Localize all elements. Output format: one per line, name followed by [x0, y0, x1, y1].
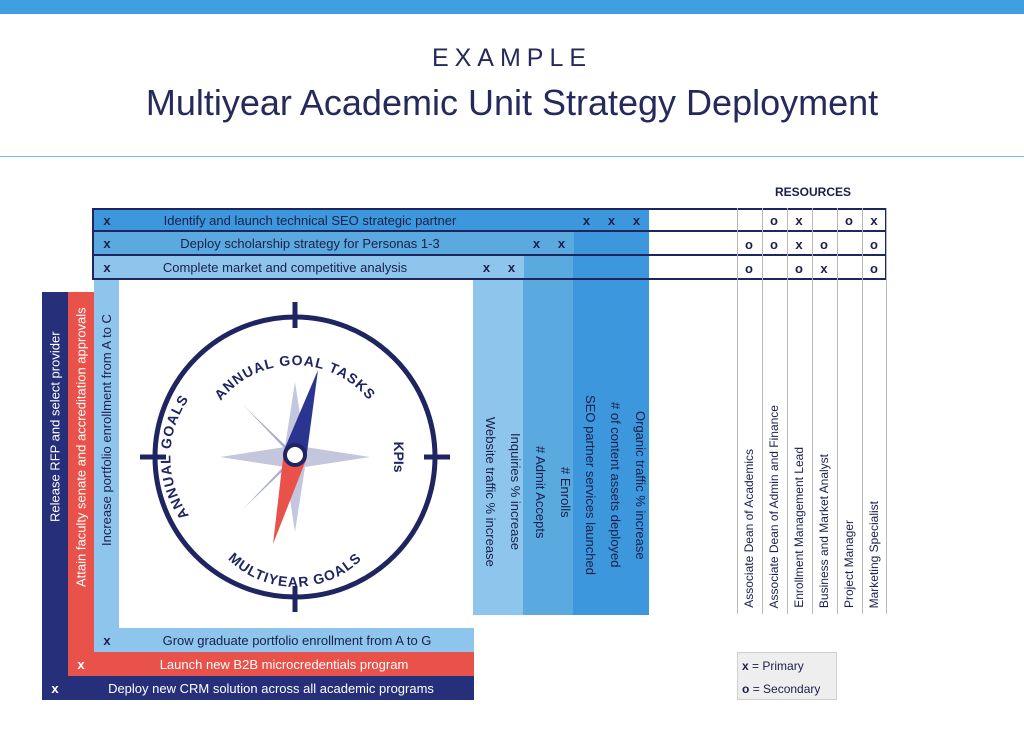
resource-mark: o — [770, 237, 778, 252]
resources-columns — [737, 208, 887, 614]
resource-role-label: Project Manager — [842, 519, 856, 608]
kpi-column-1 — [473, 256, 523, 615]
resource-mark: o — [845, 213, 853, 228]
legend-secondary — [742, 682, 820, 696]
annual-goal-mark: x — [51, 680, 59, 696]
resource-column — [837, 208, 862, 614]
kpi-label: Inquiries % increase — [508, 433, 523, 551]
multiyear-goal-label: Increase portfolio enrollment from A to C — [99, 314, 114, 546]
compass-hub — [285, 445, 305, 465]
multiyear-goal-label: Release RFP and select provider — [47, 331, 63, 523]
kpi-label: SEO partner services launched — [583, 395, 598, 575]
resource-mark: o — [795, 261, 803, 276]
resource-column — [762, 208, 787, 614]
annual-goal-mark: x — [77, 656, 85, 672]
task-kpi-mark: x — [607, 212, 616, 228]
svg-text:MULTIYEAR GOALS — [226, 549, 365, 590]
kpi-label: Website traffic % increase — [483, 417, 498, 567]
annual-goal-bar-3 — [42, 676, 474, 700]
annual-goal-label: Deploy new CRM solution across all academic programs — [108, 680, 434, 696]
task-kpi-mark: x — [507, 259, 516, 275]
page-title: Multiyear Academic Unit Strategy Deployment — [145, 82, 879, 123]
resources-heading: RESOURCES — [774, 185, 851, 199]
resource-role-label: Marketing Specialist — [867, 500, 881, 608]
resource-mark: x — [795, 213, 803, 228]
task-kpi-mark: x — [557, 235, 566, 251]
task-mark: x — [103, 235, 111, 251]
legend — [737, 652, 837, 700]
annual-goal-label: Launch new B2B microcredentials program — [159, 656, 409, 672]
legend-primary-text: = Primary — [752, 659, 804, 673]
resource-mark: o — [770, 213, 778, 228]
legend-primary-symbol: x — [742, 659, 749, 673]
compass-label-bottom: MULTIYEAR GOALS — [225, 549, 365, 590]
task-kpi-mark: x — [532, 235, 541, 251]
kpi-label: Organic traffic % increase — [633, 410, 648, 560]
multiyear-goal-label: Attain faculty senate and accreditation approvals — [73, 307, 89, 587]
multiyear-goal-bar-1 — [42, 292, 68, 700]
page-kicker: EXAMPLE — [431, 44, 593, 72]
kpi-label: # Admit Accepts — [533, 445, 548, 539]
task-label: Complete market and competitive analysis — [162, 259, 408, 275]
kpi-label: # of content assets deployed — [608, 402, 623, 568]
resource-role-label: Associate Dean of Admin and Finance — [767, 404, 781, 608]
top-accent-bar — [0, 0, 1024, 14]
resource-mark: x — [820, 261, 828, 276]
resource-role-label: Enrollment Management Lead — [792, 447, 806, 608]
task-kpi-mark: x — [632, 212, 641, 228]
annual-goal-bar-2 — [68, 652, 474, 676]
legend-primary — [742, 659, 804, 673]
multiyear-goal-bar-3 — [94, 280, 119, 652]
resource-mark: o — [745, 261, 753, 276]
task-kpi-mark: x — [482, 259, 491, 275]
legend-secondary-text: = Secondary — [752, 682, 821, 696]
kpi-column-2 — [523, 232, 573, 615]
header-divider — [0, 156, 1024, 157]
resource-mark: o — [870, 237, 878, 252]
resource-mark: o — [745, 237, 753, 252]
multiyear-goal-bar-2 — [68, 292, 94, 676]
annual-goal-bar-1 — [94, 628, 474, 652]
resource-role-label: Business and Market Analyst — [817, 453, 831, 608]
task-label: Deploy scholarship strategy for Personas 1-3 — [180, 235, 440, 251]
compass-label-right: KPIs — [391, 441, 407, 473]
resource-mark: x — [795, 237, 803, 252]
task-kpi-mark: x — [582, 212, 591, 228]
resource-mark: o — [820, 237, 828, 252]
task-mark: x — [103, 212, 111, 228]
annual-goal-mark: x — [103, 632, 111, 648]
compass-label-top: ANNUAL GOAL TASKS — [210, 352, 380, 403]
compass-label-left: ANNUAL GOALS — [157, 391, 192, 523]
compass-graphic — [128, 290, 462, 624]
task-label: Identify and launch technical SEO strategic partner — [163, 212, 457, 228]
resource-role-label: Associate Dean of Academics — [742, 449, 756, 608]
task-mark: x — [103, 259, 111, 275]
resource-mark: o — [870, 261, 878, 276]
resource-mark: x — [870, 213, 878, 228]
annual-goal-label: Grow graduate portfolio enrollment from A to G — [162, 632, 432, 648]
kpi-label: # Enrolls — [558, 466, 573, 518]
legend-secondary-symbol: o — [742, 682, 750, 696]
